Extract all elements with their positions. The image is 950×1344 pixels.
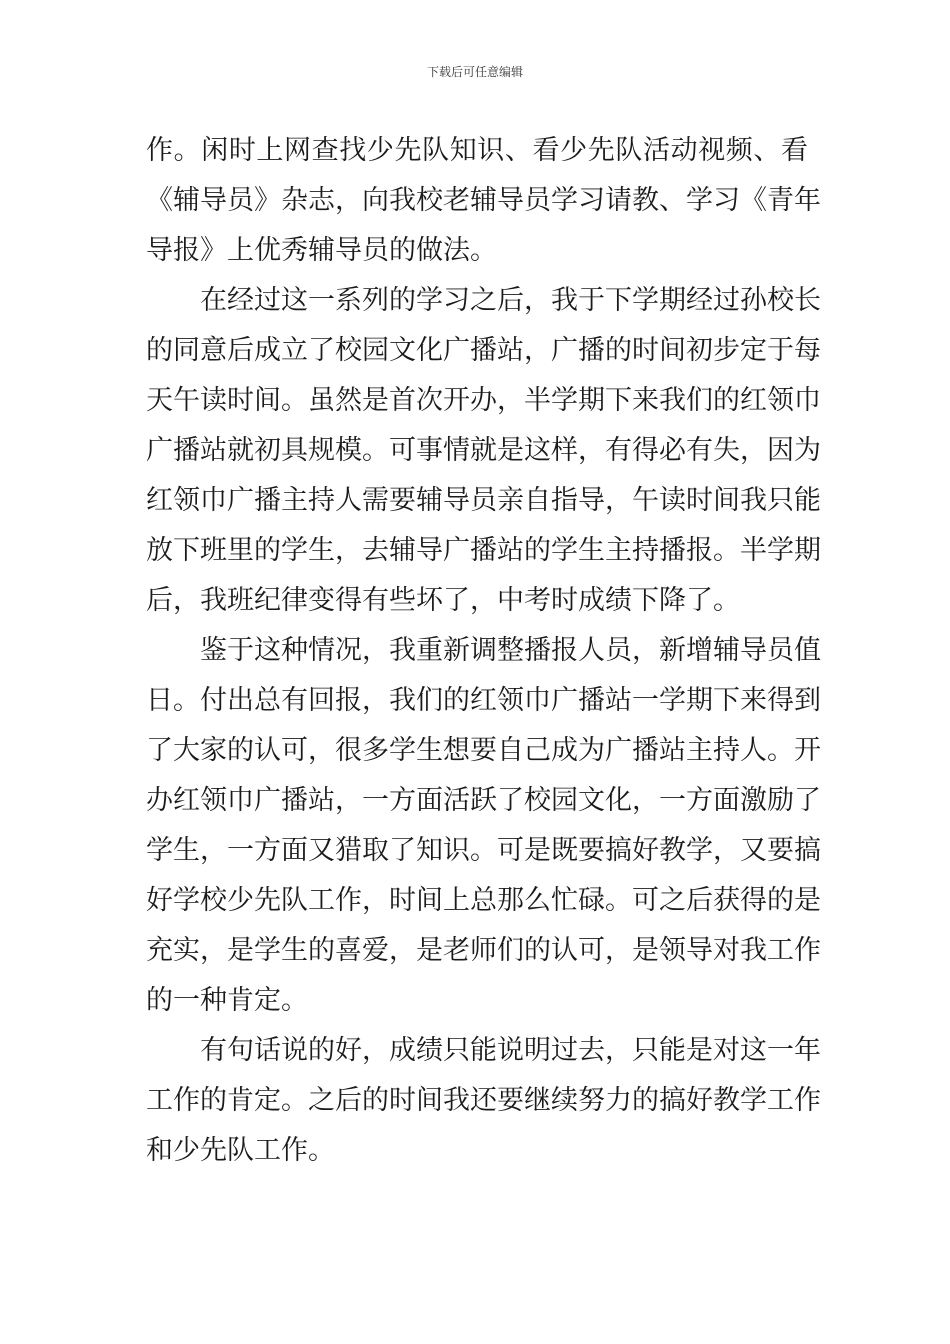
paragraph-1-line-3: 导报》上优秀辅导员的做法。: [146, 235, 497, 266]
paragraph-3-line-2: 日。付出总有回报，我们的红领巾广播站一学期下来得到: [146, 685, 821, 716]
paragraph-3-line-6: 好学校少先队工作，时间上总那么忙碌。可之后获得的是: [146, 885, 821, 916]
paragraph-2-line-5: 红领巾广播主持人需要辅导员亲自指导，午读时间我只能: [146, 485, 821, 516]
paragraph-3-line-1: 鉴于这种情况，我重新调整播报人员，新增辅导员值: [200, 635, 821, 666]
paragraph-1-line-1: 作。闲时上网查找少先队知识、看少先队活动视频、看: [146, 135, 808, 166]
paragraph-2-line-1: 在经过这一系列的学习之后，我于下学期经过孙校长: [200, 285, 821, 316]
document-body: [146, 126, 821, 1176]
page-header: 下载后可任意编辑: [426, 65, 523, 79]
paragraph-4-line-1: 有句话说的好，成绩只能说明过去，只能是对这一年: [200, 1035, 821, 1066]
paragraph-3-line-3: 了大家的认可，很多学生想要自己成为广播站主持人。开: [146, 735, 821, 766]
paragraph-2-line-7: 后，我班纪律变得有些坏了，中考时成绩下降了。: [146, 585, 740, 616]
paragraph-2-line-3: 天午读时间。虽然是首次开办，半学期下来我们的红领巾: [146, 385, 821, 416]
paragraph-2-line-6: 放下班里的学生，去辅导广播站的学生主持播报。半学期: [146, 535, 821, 566]
paragraph-4-line-3: 和少先队工作。: [146, 1135, 335, 1166]
paragraph-1-line-2: 《辅导员》杂志，向我校老辅导员学习请教、学习《青年: [146, 185, 821, 216]
paragraph-3-line-7: 充实，是学生的喜爱，是老师们的认可，是领导对我工作: [146, 935, 821, 966]
paragraph-4-line-2: 工作的肯定。之后的时间我还要继续努力的搞好教学工作: [146, 1085, 821, 1116]
paragraph-2-line-4: 广播站就初具规模。可事情就是这样，有得必有失，因为: [146, 435, 821, 466]
paragraph-3-line-8: 的一种肯定。: [146, 985, 308, 1016]
paragraph-2-line-2: 的同意后成立了校园文化广播站，广播的时间初步定于每: [146, 335, 821, 366]
paragraph-3-line-4: 办红领巾广播站，一方面活跃了校园文化，一方面激励了: [146, 785, 821, 816]
paragraph-3-line-5: 学生，一方面又猎取了知识。可是既要搞好教学，又要搞: [146, 835, 821, 866]
